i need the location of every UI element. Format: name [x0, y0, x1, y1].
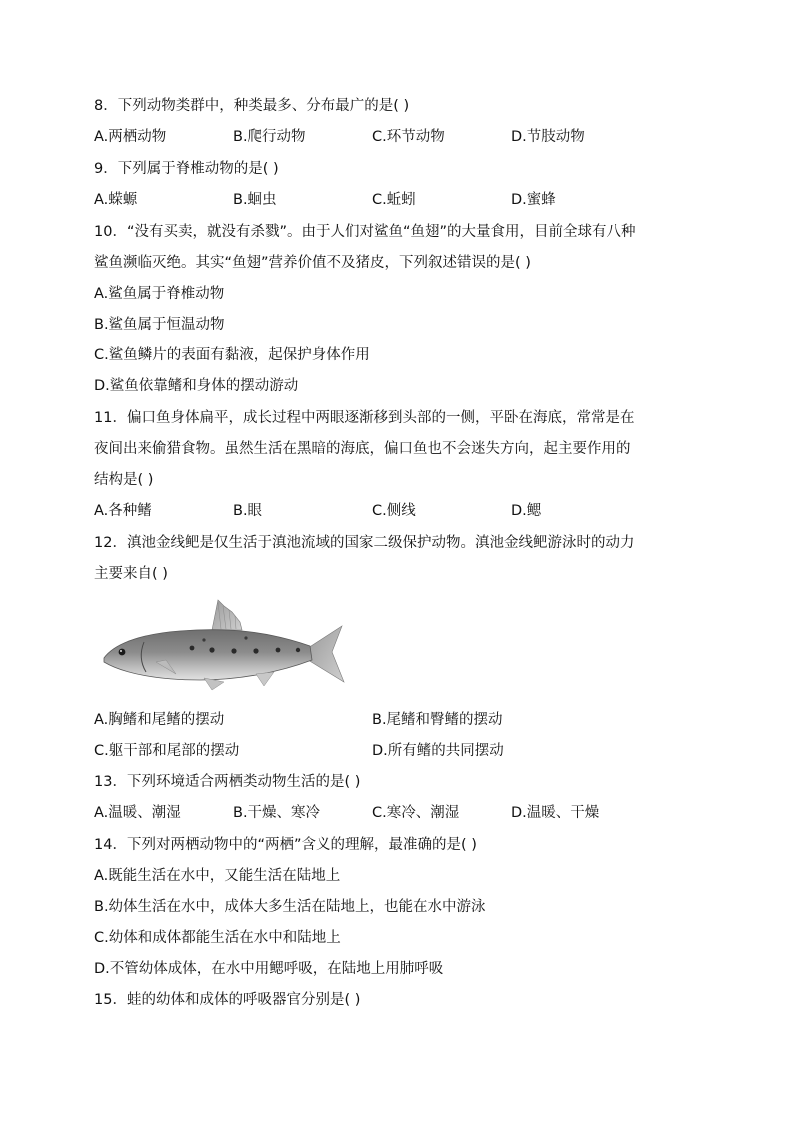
- question-14-option-d: D.不管幼体成体，在水中用鳃呼吸，在陆地上用肺呼吸: [94, 961, 444, 977]
- question-12-option-a: A.胸鳍和尾鳍的摆动: [94, 712, 225, 728]
- question-9-option-a: A.蝾螈: [94, 192, 138, 208]
- question-13-option-d: D.温暖、干燥: [511, 805, 600, 821]
- question-13-stem: 13．下列环境适合两栖类动物生活的是( ): [94, 774, 361, 790]
- question-13-option-b: B.干燥、寒冷: [233, 805, 321, 821]
- question-11-option-d: D.鳃: [511, 503, 542, 519]
- question-8-option-d: D.节肢动物: [511, 129, 585, 145]
- question-10-option-d: D.鲨鱼依靠鳍和身体的摆动游动: [94, 378, 299, 394]
- question-13-option-a: A.温暖、潮湿: [94, 805, 181, 821]
- question-11-stem-line-2: 夜间出来偷猎食物。虽然生活在黑暗的海底，偏口鱼也不会迷失方向，起主要作用的: [94, 441, 631, 457]
- question-14-option-a: A.既能生活在水中，又能生活在陆地上: [94, 868, 341, 884]
- question-10-option-a: A.鲨鱼属于脊椎动物: [94, 286, 225, 302]
- question-8-stem: 8．下列动物类群中，种类最多、分布最广的是( ): [94, 98, 410, 114]
- question-10-option-c: C.鲨鱼鳞片的表面有黏液，起保护身体作用: [94, 347, 370, 363]
- question-11-option-b: B.眼: [233, 503, 263, 519]
- question-8-option-b: B.爬行动物: [233, 129, 306, 145]
- question-9-stem: 9．下列属于脊椎动物的是( ): [94, 161, 279, 177]
- question-11-stem-line-3: 结构是( ): [94, 472, 154, 488]
- question-8-option-c: C.环节动物: [372, 129, 445, 145]
- question-13-option-c: C.寒冷、潮湿: [372, 805, 460, 821]
- question-8-option-a: A.两栖动物: [94, 129, 167, 145]
- question-12-option-c: C.躯干部和尾部的摆动: [94, 743, 240, 759]
- question-9-option-c: C.蚯蚓: [372, 192, 416, 208]
- question-15-stem: 15．蛙的幼体和成体的呼吸器官分别是( ): [94, 992, 361, 1008]
- question-12-option-d: D.所有鳍的共同摆动: [372, 743, 504, 759]
- question-14-stem: 14．下列对两栖动物中的“两栖”含义的理解，最准确的是( ): [94, 837, 477, 853]
- question-9-option-d: D.蜜蜂: [511, 192, 556, 208]
- question-11-stem-line-1: 11．偏口鱼身体扁平，成长过程中两眼逐渐移到头部的一侧，平卧在海底，常常是在: [94, 410, 635, 426]
- question-11-option-a: A.各种鳍: [94, 503, 152, 519]
- question-12-stem-line-2: 主要来自( ): [94, 566, 168, 582]
- question-12-option-b: B.尾鳍和臀鳍的摆动: [372, 712, 503, 728]
- fish-photo-icon: [100, 596, 345, 692]
- question-9-option-b: B.蛔虫: [233, 192, 277, 208]
- question-14-option-b: B.幼体生活在水中，成体大多生活在陆地上，也能在水中游泳: [94, 899, 486, 915]
- question-14-option-c: C.幼体和成体都能生活在水中和陆地上: [94, 930, 341, 946]
- question-10-stem-line-1: 10．“没有买卖，就没有杀戮”。由于人们对鲨鱼“鱼翅”的大量食用，目前全球有八种: [94, 224, 636, 240]
- question-10-stem-line-2: 鲨鱼濒临灭绝。其实“鱼翅”营养价值不及猪皮，下列叙述错误的是( ): [94, 255, 531, 271]
- question-11-option-c: C.侧线: [372, 503, 416, 519]
- question-12-stem-line-1: 12．滇池金线鲃是仅生活于滇池流域的国家二级保护动物。滇池金线鲃游泳时的动力: [94, 535, 635, 551]
- question-10-option-b: B.鲨鱼属于恒温动物: [94, 317, 225, 333]
